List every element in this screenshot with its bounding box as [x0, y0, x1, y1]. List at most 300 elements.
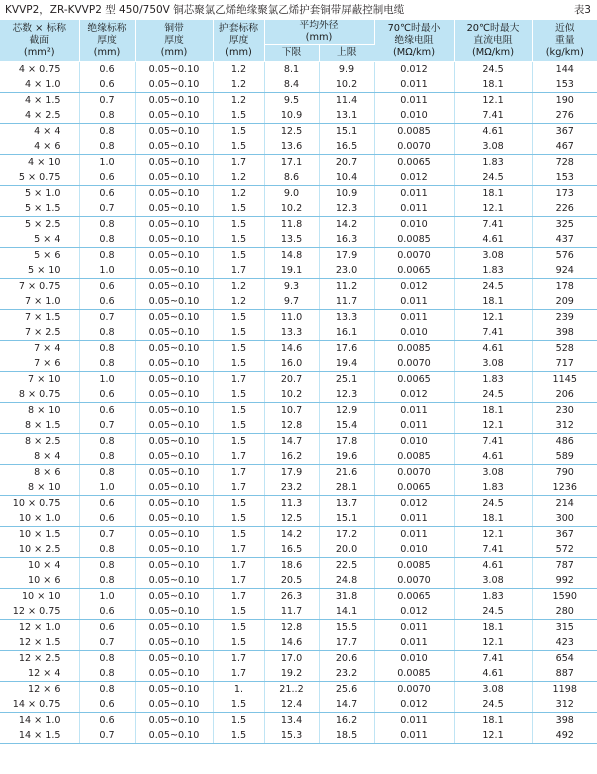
cell-weight: 367	[555, 126, 574, 137]
cell-dia-lower: 11.8	[264, 217, 319, 233]
col-header-weight: 近似 重量 (kg/km)	[532, 20, 597, 62]
cell-weight: 153	[532, 170, 597, 186]
cell-insulation: 0.8	[79, 232, 135, 248]
cell-sheath: 1.5	[213, 403, 264, 419]
cell-dia-upper: 9.9	[319, 62, 374, 78]
cell-sheath: 1.5	[213, 697, 264, 713]
cell-weight: 887	[532, 666, 597, 682]
cell-sheath: 1.5	[213, 201, 264, 217]
cell-sheath: 1.5	[213, 511, 264, 527]
cell-spec: 4 × 10	[0, 155, 79, 171]
cell-insulation-resistance: 0.011	[374, 511, 454, 527]
cell-weight: 992	[532, 573, 597, 589]
cell-dc-resistance: 4.61	[454, 558, 532, 574]
cable-spec-table	[0, 20, 597, 744]
cell-spec: 4 × 6	[0, 139, 79, 155]
cell-insulation-resistance: 0.011	[374, 310, 454, 326]
cell-insulation-resistance: 0.012	[374, 697, 454, 713]
cell-insulation-resistance: 0.011	[374, 418, 454, 434]
table-row	[0, 341, 597, 357]
col-header-insulation: 绝缘标称 厚度 (mm)	[79, 20, 135, 62]
table-row	[0, 248, 597, 264]
cell-dc-resistance: 4.61	[454, 666, 532, 682]
cell-dia-lower: 20.7	[264, 372, 319, 388]
cell-dia-lower: 19.2	[264, 666, 319, 682]
cell-sheath: 1.5	[213, 387, 264, 403]
cell-dia-lower: 14.2	[264, 527, 319, 543]
cell-dia-lower: 13.6	[264, 139, 319, 155]
cell-sheath: 1.5	[213, 325, 264, 341]
cell-spec: 5 × 0.75	[0, 170, 79, 186]
table-row	[0, 108, 597, 124]
table-row	[0, 496, 597, 512]
cell-insulation-resistance: 0.012	[374, 496, 454, 512]
cell-tape-thickness: 0.05~0.10	[135, 604, 213, 620]
cell-dia-upper: 13.7	[319, 496, 374, 512]
col-header-spec: 芯数 × 标称 截面 (mm²)	[0, 20, 79, 62]
cell-tape-thickness: 0.05~0.10	[135, 341, 213, 357]
cell-tape-thickness: 0.05~0.10	[135, 186, 213, 202]
cell-weight: 398	[532, 325, 597, 341]
cell-tape-thickness: 0.05~0.10	[135, 449, 213, 465]
cell-sheath: 1.5	[213, 728, 264, 744]
cell-insulation-resistance: 0.012	[374, 279, 454, 295]
cell-dia-upper: 14.2	[319, 217, 374, 233]
cell-tape-thickness: 0.05~0.10	[135, 310, 213, 326]
table-title: KVVP2，ZR-KVVP2 型 450/750V 铜芯聚氯乙烯绝缘聚氯乙烯护套铜带屏蔽控制电缆	[5, 4, 405, 16]
cell-dia-upper: 24.8	[319, 573, 374, 589]
cell-dia-upper: 15.1	[319, 511, 374, 527]
cell-spec: 5 × 1.0	[0, 186, 79, 202]
table-row	[0, 604, 597, 620]
cell-dia-lower: 10.2	[264, 387, 319, 403]
cell-spec: 10 × 4	[0, 558, 79, 574]
table-row	[0, 77, 597, 93]
table-row	[0, 728, 597, 744]
cell-tape-thickness: 0.05~0.10	[135, 542, 213, 558]
cell-insulation-resistance: 0.0065	[374, 372, 454, 388]
cell-tape-thickness: 0.05~0.10	[135, 108, 213, 124]
cell-sheath: 1.5	[213, 232, 264, 248]
cell-dia-upper: 12.3	[319, 387, 374, 403]
cell-insulation: 0.8	[79, 108, 135, 124]
cell-insulation: 0.8	[79, 248, 135, 264]
cell-weight: 528	[555, 343, 574, 354]
cell-sheath: 1.7	[213, 155, 264, 171]
cell-weight: 717	[532, 356, 597, 372]
cell-weight: 214	[555, 498, 574, 509]
cell-spec: 8 × 0.75	[0, 387, 79, 403]
cell-tape-thickness: 0.05~0.10	[135, 713, 213, 729]
cell-dia-upper: 17.6	[319, 341, 374, 357]
cell-weight: 300	[532, 511, 597, 527]
cell-spec: 8 × 1.5	[0, 418, 79, 434]
cell-spec: 8 × 10	[0, 480, 79, 496]
cell-dia-upper: 16.1	[319, 325, 374, 341]
cell-tape-thickness: 0.05~0.10	[135, 217, 213, 233]
cell-insulation-resistance: 0.011	[374, 728, 454, 744]
cell-weight: 144	[555, 64, 574, 75]
table-row	[0, 620, 597, 636]
col-header-sheath: 护套标称 厚度 (mm)	[213, 20, 264, 62]
cell-insulation: 0.6	[79, 496, 135, 512]
cell-sheath: 1.2	[213, 77, 264, 93]
cell-dia-upper: 13.3	[319, 310, 374, 326]
cell-insulation: 0.6	[79, 604, 135, 620]
cell-dc-resistance: 1.83	[454, 589, 532, 605]
cell-tape-thickness: 0.05~0.10	[135, 620, 213, 636]
cell-insulation: 0.8	[79, 542, 135, 558]
cell-dc-resistance: 1.83	[454, 263, 532, 279]
cell-weight: 178	[555, 281, 574, 292]
cell-sheath: 1.5	[213, 527, 264, 543]
cell-spec: 12 × 1.5	[0, 635, 79, 651]
cell-dia-lower: 12.5	[264, 124, 319, 140]
cell-weight: 486	[555, 436, 574, 447]
cell-insulation-resistance: 0.0065	[374, 480, 454, 496]
cell-dia-lower: 14.6	[264, 341, 319, 357]
col-header-upper: 上限	[319, 45, 374, 62]
cell-insulation-resistance: 0.0085	[374, 449, 454, 465]
cell-sheath: 1.5	[213, 604, 264, 620]
cell-dia-lower: 11.3	[264, 496, 319, 512]
cell-dc-resistance: 18.1	[454, 403, 532, 419]
cell-spec: 8 × 2.5	[0, 434, 79, 450]
cell-insulation: 0.8	[79, 139, 135, 155]
table-row	[0, 232, 597, 248]
cell-insulation: 1.0	[79, 589, 135, 605]
cell-sheath: 1.2	[213, 186, 264, 202]
cell-dia-lower: 17.0	[264, 651, 319, 667]
cell-tape-thickness: 0.05~0.10	[135, 651, 213, 667]
cell-tape-thickness: 0.05~0.10	[135, 558, 213, 574]
cell-dia-upper: 15.1	[319, 124, 374, 140]
cell-sheath: 1.7	[213, 558, 264, 574]
cell-spec: 4 × 4	[0, 124, 79, 140]
cell-spec: 7 × 2.5	[0, 325, 79, 341]
cell-dia-lower: 12.8	[264, 418, 319, 434]
cell-insulation: 0.7	[79, 418, 135, 434]
cell-dc-resistance: 12.1	[454, 93, 532, 109]
cell-spec: 8 × 4	[0, 449, 79, 465]
cell-tape-thickness: 0.05~0.10	[135, 263, 213, 279]
cell-weight: 280	[532, 604, 597, 620]
cell-insulation-resistance: 0.011	[374, 186, 454, 202]
cell-dia-lower: 11.0	[264, 310, 319, 326]
cell-insulation: 0.6	[79, 77, 135, 93]
cell-dia-lower: 19.1	[264, 263, 319, 279]
cell-insulation-resistance: 0.0085	[374, 558, 454, 574]
table-row	[0, 279, 597, 295]
cell-insulation-resistance: 0.0085	[374, 341, 454, 357]
cell-sheath: 1.2	[213, 93, 264, 109]
cell-dc-resistance: 12.1	[454, 527, 532, 543]
cell-insulation: 0.8	[79, 558, 135, 574]
cell-insulation: 0.8	[79, 651, 135, 667]
cell-dc-resistance: 24.5	[454, 170, 532, 186]
cell-dia-upper: 18.5	[319, 728, 374, 744]
cell-weight: 190	[555, 95, 574, 106]
cell-dia-upper: 20.6	[319, 651, 374, 667]
table-row	[0, 449, 597, 465]
cell-tape-thickness: 0.05~0.10	[135, 434, 213, 450]
cell-dc-resistance: 7.41	[454, 542, 532, 558]
cell-weight: 790	[555, 467, 574, 478]
cell-dia-lower: 26.3	[264, 589, 319, 605]
cell-weight: 312	[532, 418, 597, 434]
cell-dia-upper: 20.7	[319, 155, 374, 171]
cell-dia-upper: 28.1	[319, 480, 374, 496]
cell-tape-thickness: 0.05~0.10	[135, 573, 213, 589]
cell-spec: 10 × 6	[0, 573, 79, 589]
cell-spec: 4 × 1.0	[0, 77, 79, 93]
cell-dia-upper: 21.6	[319, 465, 374, 481]
cell-dia-lower: 10.7	[264, 403, 319, 419]
cell-dia-upper: 14.1	[319, 604, 374, 620]
cell-dc-resistance: 18.1	[454, 620, 532, 636]
cell-dc-resistance: 1.83	[454, 155, 532, 171]
cell-dia-lower: 14.8	[264, 248, 319, 264]
cell-tape-thickness: 0.05~0.10	[135, 124, 213, 140]
cell-dia-upper: 17.7	[319, 635, 374, 651]
cell-tape-thickness: 0.05~0.10	[135, 170, 213, 186]
table-row	[0, 403, 597, 419]
table-row	[0, 93, 597, 109]
cell-insulation-resistance: 0.011	[374, 635, 454, 651]
cell-dia-lower: 12.8	[264, 620, 319, 636]
cell-sheath: 1.7	[213, 480, 264, 496]
cell-tape-thickness: 0.05~0.10	[135, 325, 213, 341]
cell-dc-resistance: 3.08	[454, 139, 532, 155]
cell-insulation-resistance: 0.011	[374, 201, 454, 217]
table-row	[0, 682, 597, 698]
cell-dc-resistance: 24.5	[454, 604, 532, 620]
cell-dia-upper: 19.6	[319, 449, 374, 465]
table-row	[0, 542, 597, 558]
cell-dia-upper: 11.4	[319, 93, 374, 109]
cell-insulation: 0.8	[79, 465, 135, 481]
cell-spec: 4 × 1.5	[0, 93, 79, 109]
cell-tape-thickness: 0.05~0.10	[135, 635, 213, 651]
cell-tape-thickness: 0.05~0.10	[135, 527, 213, 543]
cell-dia-upper: 10.2	[319, 77, 374, 93]
cell-spec: 4 × 0.75	[0, 62, 79, 78]
cell-spec: 4 × 2.5	[0, 108, 79, 124]
table-row	[0, 201, 597, 217]
cell-dia-upper: 19.4	[319, 356, 374, 372]
cell-insulation-resistance: 0.012	[374, 604, 454, 620]
cell-insulation-resistance: 0.012	[374, 387, 454, 403]
cell-spec: 12 × 2.5	[0, 651, 79, 667]
cell-weight: 1145	[552, 374, 577, 385]
cell-weight: 1198	[552, 684, 577, 695]
table-row	[0, 635, 597, 651]
cell-dc-resistance: 24.5	[454, 387, 532, 403]
cell-sheath: 1.7	[213, 465, 264, 481]
cell-sheath: 1.7	[213, 372, 264, 388]
cell-dia-upper: 11.2	[319, 279, 374, 295]
table-row	[0, 573, 597, 589]
table-row	[0, 62, 597, 78]
table-row	[0, 527, 597, 543]
cell-dia-lower: 16.0	[264, 356, 319, 372]
cell-dia-upper: 17.2	[319, 527, 374, 543]
table-row	[0, 263, 597, 279]
table-title-bar	[0, 0, 597, 20]
cell-sheath: 1.	[213, 682, 264, 698]
cell-spec: 5 × 1.5	[0, 201, 79, 217]
table-row	[0, 310, 597, 326]
cell-tape-thickness: 0.05~0.10	[135, 93, 213, 109]
cell-insulation: 0.6	[79, 62, 135, 78]
cell-weight: 654	[555, 653, 574, 664]
cell-insulation: 0.8	[79, 682, 135, 698]
cell-spec: 12 × 6	[0, 682, 79, 698]
cell-weight: 367	[555, 529, 574, 540]
cell-sheath: 1.2	[213, 62, 264, 78]
cell-dc-resistance: 18.1	[454, 713, 532, 729]
cell-insulation: 0.8	[79, 434, 135, 450]
cell-dc-resistance: 4.61	[454, 449, 532, 465]
cell-dia-lower: 16.5	[264, 542, 319, 558]
cell-dia-upper: 10.9	[319, 186, 374, 202]
table-row	[0, 387, 597, 403]
col-header-lower: 下限	[264, 45, 319, 62]
cell-tape-thickness: 0.05~0.10	[135, 279, 213, 295]
cell-dia-lower: 9.5	[264, 93, 319, 109]
cell-spec: 7 × 1.5	[0, 310, 79, 326]
cell-insulation-resistance: 0.011	[374, 93, 454, 109]
cell-spec: 5 × 10	[0, 263, 79, 279]
cell-weight: 276	[532, 108, 597, 124]
cell-dc-resistance: 1.83	[454, 480, 532, 496]
cell-sheath: 1.5	[213, 108, 264, 124]
cell-dc-resistance: 12.1	[454, 635, 532, 651]
cell-dc-resistance: 4.61	[454, 232, 532, 248]
cell-tape-thickness: 0.05~0.10	[135, 465, 213, 481]
cell-spec: 12 × 4	[0, 666, 79, 682]
cell-sheath: 1.7	[213, 573, 264, 589]
table-code: 表3	[573, 4, 591, 16]
cell-weight: 437	[532, 232, 597, 248]
cell-sheath: 1.7	[213, 651, 264, 667]
cell-dc-resistance: 1.83	[454, 372, 532, 388]
cell-insulation: 0.7	[79, 635, 135, 651]
col-header-insulation-resistance: 70℃时最小 绝缘电阻 (MΩ/km)	[374, 20, 454, 62]
cell-dia-lower: 17.9	[264, 465, 319, 481]
cell-sheath: 1.5	[213, 496, 264, 512]
cell-insulation: 0.8	[79, 217, 135, 233]
cell-dia-lower: 12.5	[264, 511, 319, 527]
cell-weight: 576	[555, 250, 574, 261]
cell-insulation-resistance: 0.0070	[374, 356, 454, 372]
cell-insulation: 0.8	[79, 325, 135, 341]
cell-weight: 1590	[552, 591, 577, 602]
table-body	[0, 62, 597, 744]
cell-sheath: 1.5	[213, 124, 264, 140]
cell-sheath: 1.5	[213, 310, 264, 326]
cell-insulation: 0.6	[79, 279, 135, 295]
cell-insulation-resistance: 0.011	[374, 77, 454, 93]
cell-dc-resistance: 24.5	[454, 496, 532, 512]
table-row	[0, 713, 597, 729]
cell-dia-lower: 10.2	[264, 201, 319, 217]
cell-sheath: 1.2	[213, 170, 264, 186]
cell-insulation-resistance: 0.011	[374, 403, 454, 419]
cell-dia-upper: 23.2	[319, 666, 374, 682]
col-header-outer-diameter: 平均外径 (mm)	[264, 20, 374, 45]
cell-spec: 10 × 0.75	[0, 496, 79, 512]
cell-tape-thickness: 0.05~0.10	[135, 387, 213, 403]
cell-dia-lower: 16.2	[264, 449, 319, 465]
cell-insulation-resistance: 0.012	[374, 62, 454, 78]
cell-sheath: 1.7	[213, 589, 264, 605]
cell-dia-upper: 12.9	[319, 403, 374, 419]
cell-dc-resistance: 12.1	[454, 310, 532, 326]
cell-insulation: 0.6	[79, 170, 135, 186]
table-row	[0, 294, 597, 310]
cell-dc-resistance: 18.1	[454, 511, 532, 527]
cell-insulation: 1.0	[79, 480, 135, 496]
table-row	[0, 124, 597, 140]
cell-dc-resistance: 4.61	[454, 341, 532, 357]
cell-sheath: 1.5	[213, 248, 264, 264]
cell-spec: 10 × 10	[0, 589, 79, 605]
cell-dc-resistance: 24.5	[454, 279, 532, 295]
cell-dia-lower: 23.2	[264, 480, 319, 496]
cell-dc-resistance: 3.08	[454, 465, 532, 481]
cell-weight: 1236	[532, 480, 597, 496]
cell-tape-thickness: 0.05~0.10	[135, 294, 213, 310]
cell-dia-upper: 23.0	[319, 263, 374, 279]
cell-tape-thickness: 0.05~0.10	[135, 403, 213, 419]
cell-spec: 7 × 0.75	[0, 279, 79, 295]
cell-dia-upper: 16.3	[319, 232, 374, 248]
cell-tape-thickness: 0.05~0.10	[135, 356, 213, 372]
cell-dia-lower: 8.4	[264, 77, 319, 93]
cell-insulation: 1.0	[79, 155, 135, 171]
cell-insulation-resistance: 0.0070	[374, 682, 454, 698]
cell-weight: 492	[532, 728, 597, 744]
cell-tape-thickness: 0.05~0.10	[135, 372, 213, 388]
cell-dia-upper: 20.0	[319, 542, 374, 558]
cell-insulation: 0.7	[79, 201, 135, 217]
cell-tape-thickness: 0.05~0.10	[135, 139, 213, 155]
cell-dia-upper: 22.5	[319, 558, 374, 574]
table-row	[0, 558, 597, 574]
cell-dia-upper: 15.4	[319, 418, 374, 434]
cell-spec: 7 × 10	[0, 372, 79, 388]
col-header-tape: 铜带 厚度 (mm)	[135, 20, 213, 62]
cell-dia-lower: 13.4	[264, 713, 319, 729]
cell-insulation: 0.7	[79, 728, 135, 744]
cell-dia-upper: 16.5	[319, 139, 374, 155]
cell-insulation-resistance: 0.0065	[374, 589, 454, 605]
cell-weight: 325	[555, 219, 574, 230]
table-row	[0, 186, 597, 202]
cell-weight: 423	[532, 635, 597, 651]
cell-insulation-resistance: 0.0070	[374, 248, 454, 264]
cell-dia-upper: 17.9	[319, 248, 374, 264]
cell-insulation: 1.0	[79, 372, 135, 388]
cell-dia-lower: 20.5	[264, 573, 319, 589]
table-row	[0, 217, 597, 233]
cell-dia-lower: 8.6	[264, 170, 319, 186]
cell-insulation: 0.8	[79, 341, 135, 357]
cell-spec: 10 × 1.5	[0, 527, 79, 543]
cell-dc-resistance: 12.1	[454, 728, 532, 744]
cell-tape-thickness: 0.05~0.10	[135, 511, 213, 527]
